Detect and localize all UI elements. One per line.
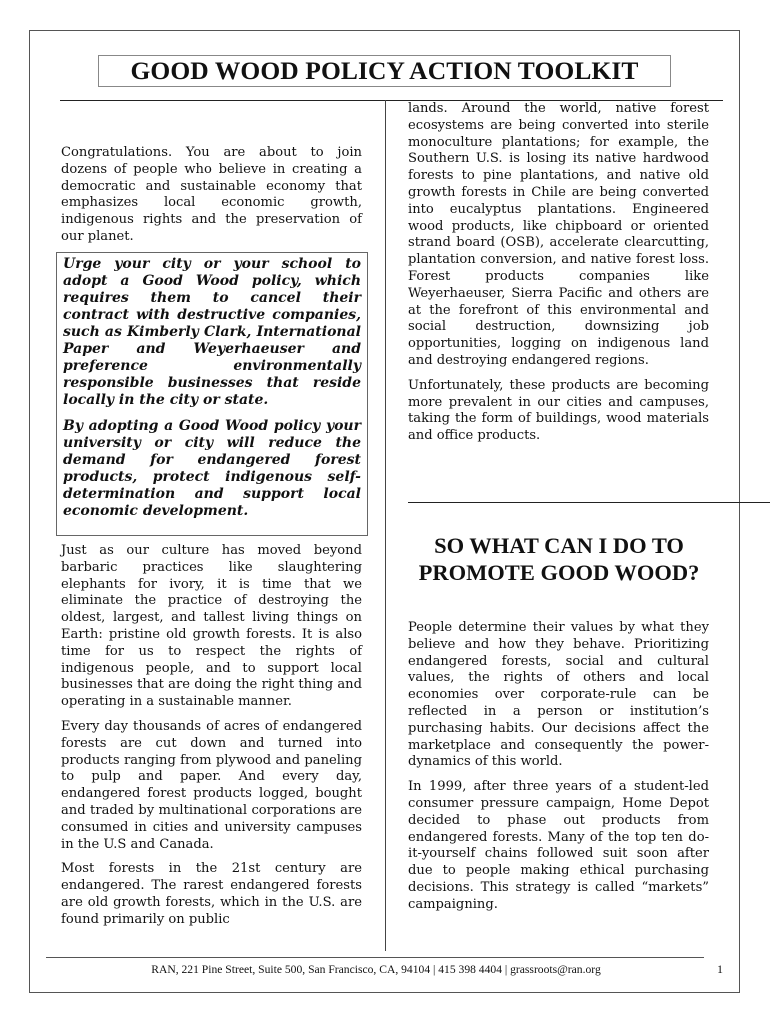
body-paragraph: Every day thousands of acres of endangered forests are cut down and turned into products ranging from plywood and paneling to pulp and paper. And every day, endangered forest products logged, bought and traded by multinational corporations are consumed in cities and university campuses in the U.S and Canada. (61, 718, 362, 852)
section-heading: SO WHAT CAN I DO TO PROMOTE GOOD WOOD? (418, 533, 700, 585)
left-column-body (61, 543, 362, 937)
callout-box (56, 252, 368, 536)
right-column-top (408, 101, 709, 453)
body-paragraph: People determine their values by what they believe and how they behave. Prioritizing endangered forests, social and cultural values, the rights of others and local economies over corporate-rule can be reflected in a person or institution’s purchasing habits. Our decisions affect the marketplace and consequently the power-dynamics of this world. (408, 620, 709, 770)
body-paragraph: Most forests in the 21st century are endangered. The rarest endangered forests are old growth forests, which in the U.S. are found primarily on public (61, 861, 362, 927)
body-paragraph: Unfortunately, these products are becoming more prevalent in our cities and campuses, taking the form of buildings, wood materials and office products. (408, 377, 709, 444)
right-column-body (408, 620, 709, 922)
body-paragraph: In 1999, after three years of a student-led consumer pressure campaign, Home Depot decided to phase out products from endangered forests. Many of the top ten do-it-yourself chains followed suit soon after due to people making ethical purchasing decisions. This strategy is called “markets” campaigning. (408, 779, 709, 912)
intro-paragraph (61, 145, 362, 254)
body-paragraph: lands. Around the world, native forest ecosystems are being converted into sterile monoculture plantations; for example, the Southern U.S. is losing its native hardwood forests to pine plantations, and native old growth forests in Chile are being converted into eucalyptus plantations. Engineered wood products, like chipboard or oriented strand board (OSB), accelerate clearcutting, plantation conversion, and native forest loss. Forest products companies like Weyerhaeuser, Sierra Pacific and others are at the forefront of this environmental and social destruction, downsizing job opportunities, logging on indigenous land and destroying endangered regions. (408, 101, 709, 368)
document-title: GOOD WOOD POLICY ACTION TOOLKIT (98, 55, 671, 87)
callout-paragraph-2: By adopting a Good Wood policy your university or city will reduce the demand for endangered forest products, protect indigenous self-determination and support local economic development. (63, 418, 361, 519)
callout-paragraph-1: Urge your city or your school to adopt a Good Wood policy, which requires them to cancel their contract with destructive companies, such as Kimberly Clark, International Paper and Weyerhaeuser and preference environmentally responsible businesses that reside locally in the city or state. (63, 256, 361, 408)
section-divider (408, 502, 770, 503)
footer-contact: RAN, 221 Pine Street, Suite 500, San Francisco, CA, 94104 | 415 398 4404 | grassroots@ran.org (151, 963, 601, 976)
body-paragraph: Just as our culture has moved beyond barbaric practices like slaughtering elephants for ivory, it is time that we eliminate the practice of destroying the oldest, largest, and tallest living things on Earth: pristine old growth forests. It is also time for us to respect the rights of indigenous people, and to support local businesses that are doing the right thing and operating in a sustainable manner. (61, 543, 362, 710)
column-divider (385, 100, 386, 951)
footer-divider (46, 957, 704, 958)
page-number: 1 (717, 962, 723, 976)
intro-text: Congratulations. You are about to join dozens of people who believe in creating a democratic and sustainable economy that emphasizes local economic growth, indigenous rights and the preservation of our planet. (61, 145, 362, 244)
